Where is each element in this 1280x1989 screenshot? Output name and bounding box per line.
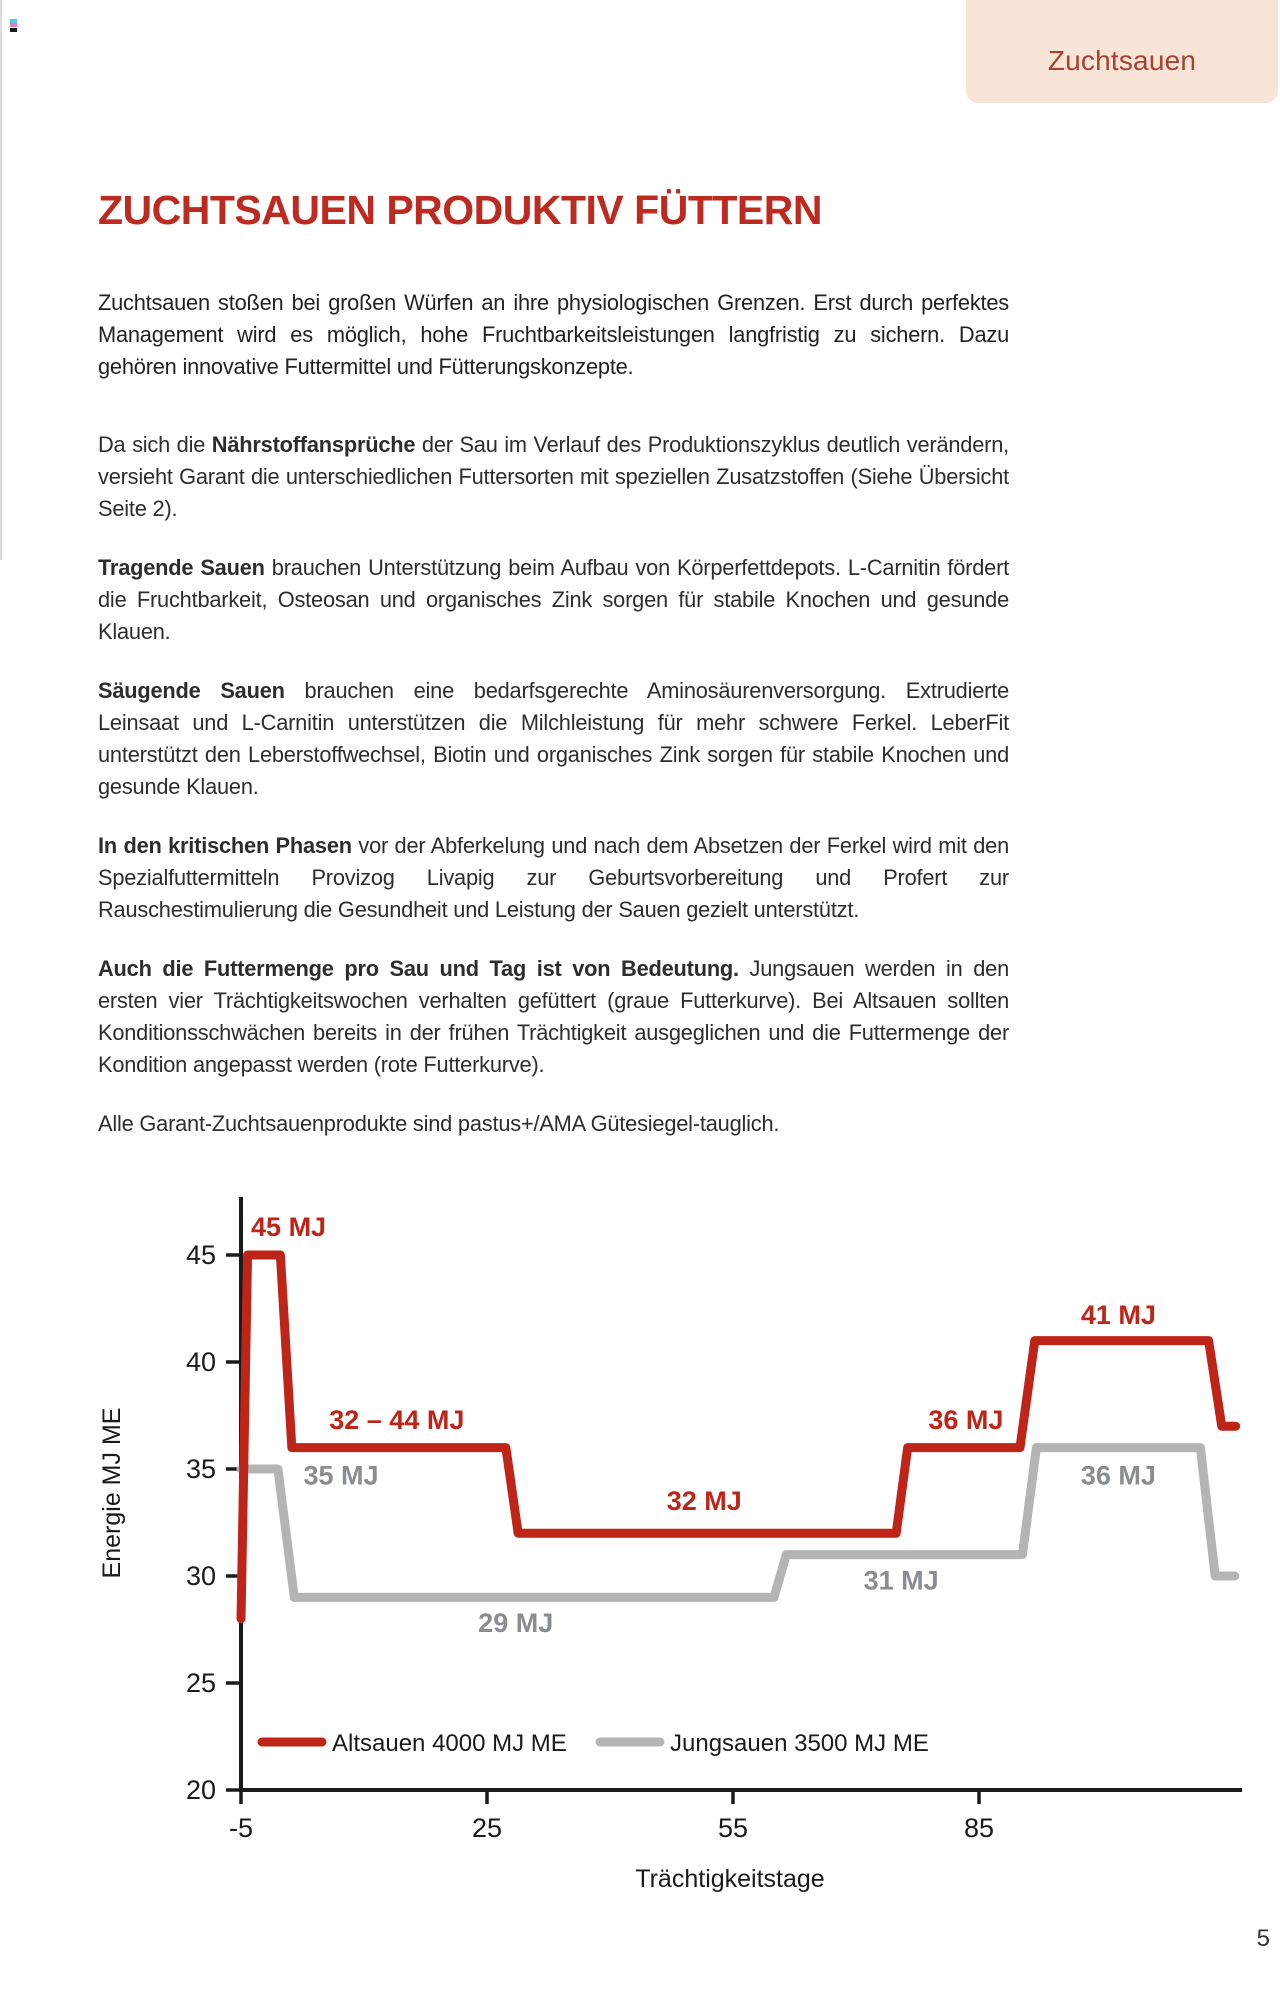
paragraph — [98, 287, 1009, 383]
legend-label: Altsauen 4000 MJ ME — [332, 1730, 567, 1757]
value-annotation: 32 – 44 MJ — [329, 1404, 465, 1435]
paragraph — [98, 953, 1009, 1081]
paragraph — [98, 429, 1009, 525]
y-tick-label: 25 — [185, 1668, 216, 1698]
paragraph-segment: Alle Garant-Zuchtsauenprodukte sind pastus+/AMA Gütesiegel-tauglich. — [98, 1111, 780, 1136]
y-tick-label: 45 — [185, 1240, 216, 1270]
paragraph-bold-segment: Säugende Sauen — [98, 678, 285, 703]
print-registration-mark-icon — [10, 19, 17, 32]
x-axis-title: Trächtigkeitstage — [635, 1865, 825, 1893]
x-tick-label: 85 — [963, 1813, 995, 1843]
value-annotation: 35 MJ — [303, 1460, 379, 1491]
paragraph-bold-segment: Nährstoffansprüche — [211, 432, 416, 457]
page-edge-line — [0, 0, 2, 560]
paragraph-segment: Jungsauen werden in den ersten vier Trächtigkeitswochen verhalten gefüttert (graue Futterkurve). Bei Altsauen sollten Konditionsschwächen bereits in der frühen Trächtigkeit ausgeglichen und die Futtermenge der Kondition angepasst werden (rote Futterkurve). — [98, 956, 1009, 1077]
page-title: ZUCHTSAUEN PRODUKTIV FÜTTERN — [98, 187, 822, 233]
value-annotation: 41 MJ — [1080, 1299, 1156, 1330]
x-tick-label: -5 — [228, 1813, 254, 1843]
feeding-curve-chart — [90, 1185, 1250, 1925]
value-annotation: 32 MJ — [666, 1486, 742, 1517]
value-annotation: 36 MJ — [928, 1404, 1004, 1435]
paragraph-segment: brauchen eine bedarfsgerechte Aminosäurenversorgung. Extrudierte Leinsaat und L-Carnitin unterstützen die Milchleistung für mehr schwere Ferkel. LeberFit unterstützt den Leberstoffwechsel, Biotin und organisches Zink sorgen für stabile Knochen und gesunde Klauen. — [98, 678, 1009, 799]
section-tab-zuchtsauen — [966, 0, 1278, 103]
section-tab-label: Zuchtsauen — [1047, 45, 1197, 76]
value-annotation: 45 MJ — [251, 1212, 327, 1243]
article — [98, 187, 1009, 1140]
paragraph — [98, 1108, 1009, 1140]
y-axis-title: Energie MJ ME — [98, 1407, 126, 1579]
x-tick-label: 25 — [471, 1813, 503, 1843]
value-annotation: 29 MJ — [478, 1608, 554, 1639]
paragraph-bold-segment: Tragende Sauen — [98, 555, 265, 580]
x-tick-label: 55 — [717, 1813, 749, 1843]
y-tick-label: 20 — [185, 1775, 216, 1805]
value-annotation: 36 MJ — [1080, 1460, 1156, 1491]
y-tick-label: 40 — [185, 1347, 216, 1377]
paragraph-segment: der Sau im Verlauf des Produktionszyklus deutlich verändern, versieht Garant die unterschiedlichen Futtersorten mit speziellen Zusatzstoffen (Siehe Übersicht Seite 2). — [98, 432, 1009, 521]
paragraph-segment: brauchen Unterstützung beim Aufbau von Körperfettdepots. L-Carnitin fördert die Fruchtbarkeit, Osteosan und organisches Zink sorgen für stabile Knochen und gesunde Klauen. — [98, 555, 1009, 644]
paragraph — [98, 675, 1009, 803]
article-body — [98, 287, 1009, 1140]
paragraph — [98, 830, 1009, 926]
paragraph-segment: vor der Abferkelung und nach dem Absetzen der Ferkel wird mit den Spezialfuttermitteln Provizog Livapig zur Geburtsvorbereitung und Profert zur Rauschestimulierung die Gesundheit und Leistung der Sauen gezielt unterstützt. — [98, 833, 1009, 922]
page-number: 5 — [1256, 1925, 1270, 1952]
legend-label: Jungsauen 3500 MJ ME — [670, 1730, 929, 1757]
value-annotation: 31 MJ — [863, 1565, 939, 1596]
paragraph-bold-segment: In den kritischen Phasen — [98, 833, 352, 858]
y-tick-label: 30 — [185, 1561, 216, 1591]
paragraph — [98, 552, 1009, 648]
y-tick-label: 35 — [185, 1454, 216, 1484]
paragraph-segment: Da sich die — [98, 432, 212, 457]
paragraph-bold-segment: Auch die Futtermenge pro Sau und Tag ist von Bedeutung. — [98, 956, 739, 981]
paragraph-segment: Zuchtsauen stoßen bei großen Würfen an ihre physiologischen Grenzen. Erst durch perfektes Management wird es möglich, hohe Fruchtbarkeitsleistungen langfristig zu sichern. Dazu gehören innovative Futtermittel und Fütterungskonzepte. — [98, 290, 1009, 379]
